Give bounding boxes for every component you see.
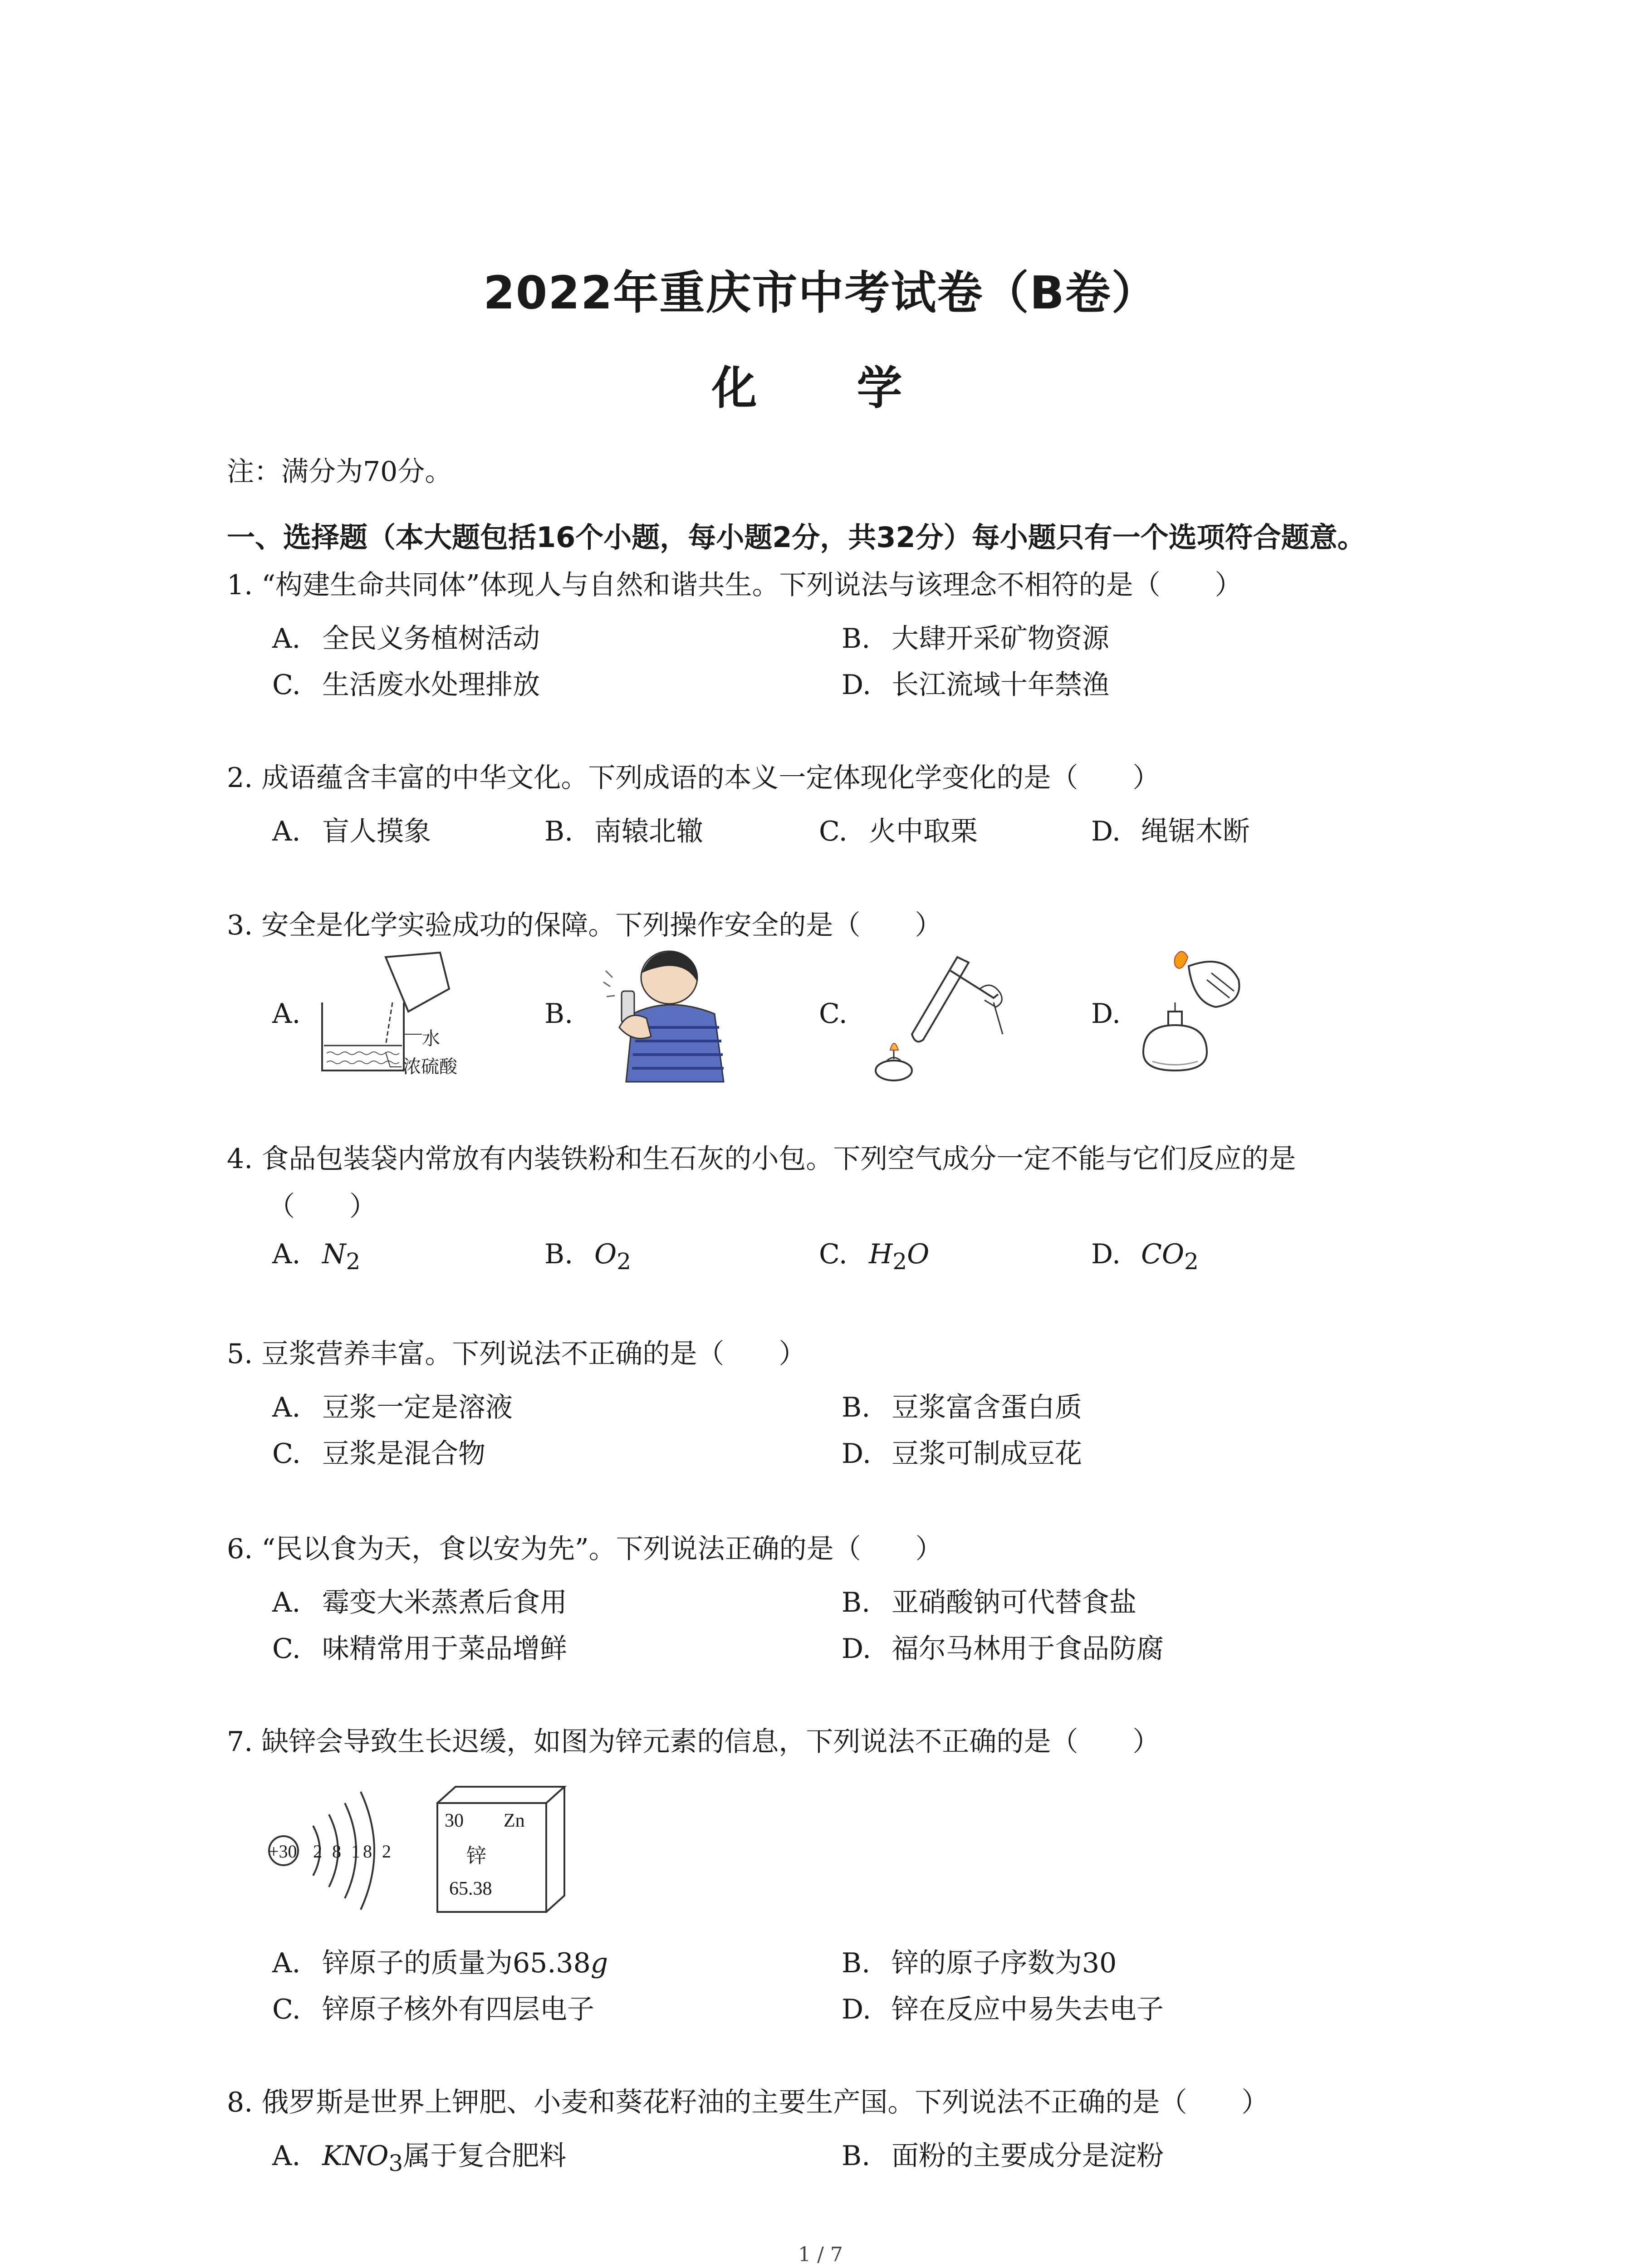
q5-option-d[interactable]: D. 豆浆可制成豆花 xyxy=(842,1438,1082,1470)
question-2-stem: 2. 成语蕴含丰富的中华文化。下列成语的本义一定体现化学变化的是（ ） xyxy=(227,762,1160,794)
q1-option-c[interactable]: C. 生活废水处理排放 xyxy=(272,669,540,701)
question-3-stem: 3. 安全是化学实验成功的保障。下列操作安全的是（ ） xyxy=(227,909,942,941)
score-note: 注：满分为70分。 xyxy=(227,456,452,488)
q6-option-d[interactable]: D. 福尔马林用于食品防腐 xyxy=(842,1633,1164,1665)
heating-figure xyxy=(862,943,1012,1089)
electron-shells: 2 8 18 2 xyxy=(313,1841,394,1862)
element-symbol: Zn xyxy=(504,1810,525,1831)
question-5-stem: 5. 豆浆营养丰富。下列说法不正确的是（ ） xyxy=(227,1338,806,1370)
q3-option-d[interactable]: D. xyxy=(1091,998,1121,1030)
q8-option-a[interactable]: A. $KNO_3$属于复合肥料 xyxy=(272,2140,567,2176)
question-4-blank: （ ） xyxy=(268,1191,377,1222)
question-8-stem: 8. 俄罗斯是世界上钾肥、小麦和葵花籽油的主要生产国。下列说法不正确的是（ ） xyxy=(227,2087,1269,2118)
smelling-figure xyxy=(601,946,733,1086)
q4-option-c[interactable]: C. $H_2O$ xyxy=(819,1238,930,1275)
q3-option-b[interactable]: B. xyxy=(544,998,573,1030)
q2-option-d[interactable]: D. 绳锯木断 xyxy=(1091,816,1250,847)
q7-option-a[interactable]: A. 锌原子的质量为65.38g xyxy=(272,1947,608,1979)
q1-option-b[interactable]: B. 大肆开采矿物资源 xyxy=(842,623,1109,655)
page-number: 1 / 7 xyxy=(798,2243,843,2266)
q8-option-b[interactable]: B. 面粉的主要成分是淀粉 xyxy=(842,2140,1164,2172)
exam-title: 2022年重庆市中考试卷（B卷） xyxy=(483,266,1158,319)
q4-option-a[interactable]: A. $N_2$ xyxy=(272,1238,361,1275)
label-acid: 浓硫酸 xyxy=(403,1056,457,1077)
question-6-stem: 6. “民以食为天，食以安为先”。下列说法正确的是（ ） xyxy=(227,1533,943,1565)
q5-option-c[interactable]: C. 豆浆是混合物 xyxy=(272,1438,485,1470)
q1-option-d[interactable]: D. 长江流域十年禁渔 xyxy=(842,669,1109,701)
atomic-mass: 65.38 xyxy=(449,1878,492,1899)
q3-option-a[interactable]: A. xyxy=(272,998,301,1030)
section-heading: 一、选择题（本大题包括16个小题，每小题2分，共32分）每小题只有一个选项符合题意。 xyxy=(227,521,1366,554)
subject-title: 化 学 xyxy=(711,362,930,415)
question-1-stem: 1. “构建生命共同体”体现人与自然和谐共生。下列说法与该理念不相符的是（ ） xyxy=(227,569,1242,601)
q2-option-a[interactable]: A. 盲人摸象 xyxy=(272,816,431,847)
q7-option-b[interactable]: B. 锌的原子序数为30 xyxy=(842,1947,1117,1979)
q3-option-c[interactable]: C. xyxy=(819,998,847,1030)
q7-option-d[interactable]: D. 锌在反应中易失去电子 xyxy=(842,1994,1164,2025)
atomic-number: 30 xyxy=(445,1810,464,1831)
q6-option-b[interactable]: B. 亚硝酸钠可代替食盐 xyxy=(842,1587,1136,1618)
element-name: 锌 xyxy=(466,1844,486,1867)
nucleus-charge: +30 xyxy=(269,1841,297,1862)
q6-option-c[interactable]: C. 味精常用于菜品增鲜 xyxy=(272,1633,567,1665)
question-7-stem: 7. 缺锌会导致生长迟缓，如图为锌元素的信息，下列说法不正确的是（ ） xyxy=(227,1726,1160,1758)
q2-option-c[interactable]: C. 火中取栗 xyxy=(819,816,978,847)
label-water: 水 xyxy=(422,1028,440,1049)
q5-option-a[interactable]: A. 豆浆一定是溶液 xyxy=(272,1392,513,1423)
q1-option-a[interactable]: A. 全民义务植树活动 xyxy=(272,623,540,655)
q2-option-b[interactable]: B. 南辕北辙 xyxy=(544,816,703,847)
q6-option-a[interactable]: A. 霉变大米蒸煮后食用 xyxy=(272,1587,567,1618)
q4-option-b[interactable]: B. $O_2$ xyxy=(544,1238,632,1275)
q5-option-b[interactable]: B. 豆浆富含蛋白质 xyxy=(842,1392,1082,1423)
question-4-stem: 4. 食品包装袋内常放有内装铁粉和生石灰的小包。下列空气成分一定不能与它们反应的是 xyxy=(227,1143,1296,1175)
alcohol-lamp-figure xyxy=(1134,948,1252,1084)
q7-option-c[interactable]: C. 锌原子核外有四层电子 xyxy=(272,1994,594,2025)
q4-option-d[interactable]: D. $CO_2$ xyxy=(1091,1238,1199,1275)
